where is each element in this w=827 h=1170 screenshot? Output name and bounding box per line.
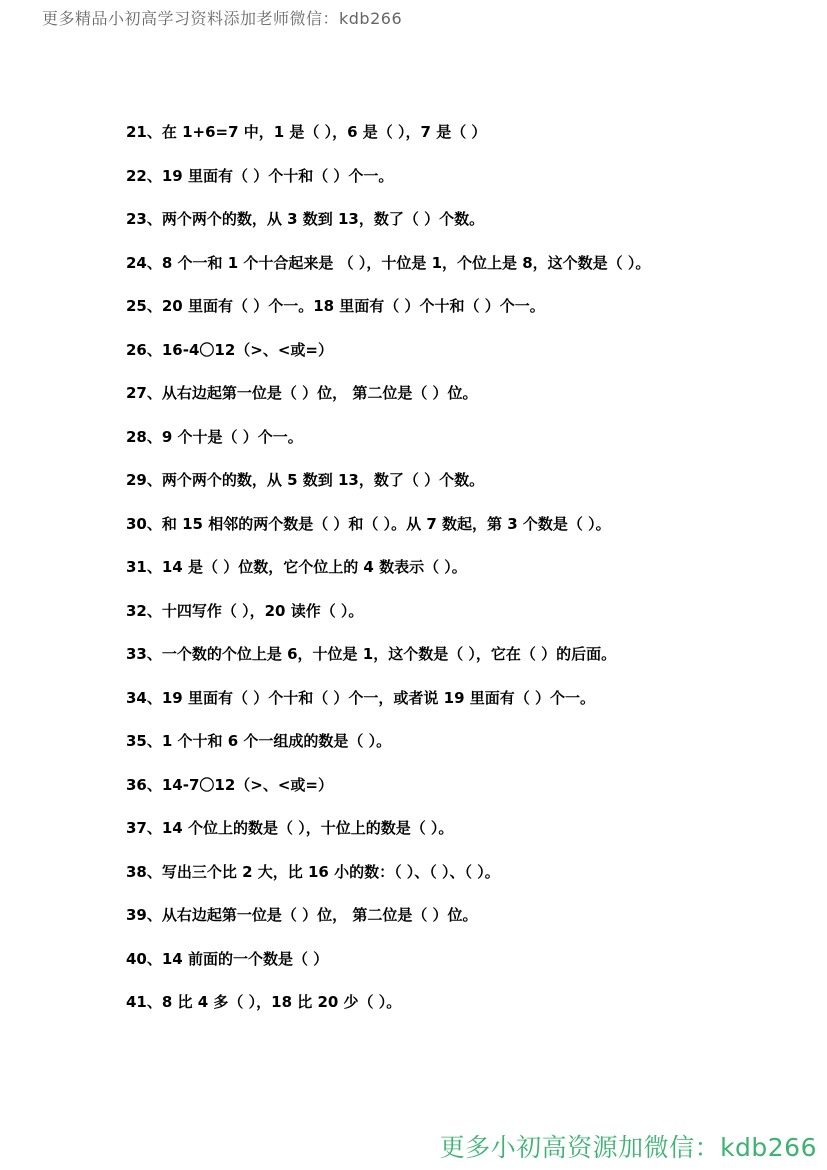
question-28: 28、9 个十是（ ）个一。: [126, 427, 303, 446]
question-25: 25、20 里面有（ ）个一。18 里面有（ ）个十和（ ）个一。: [126, 297, 545, 315]
question-24: 24、8 个一和 1 个十合起来是 （ ），十位是 1，个位上是 8，这个数是（ ）。: [126, 253, 651, 272]
question-30: 30、和 15 相邻的两个数是（ ）和（ ）。从 7 数起，第 3 个数是（ ）。: [126, 514, 611, 533]
question-41: 41、8 比 4 多（ ），18 比 20 少（ ）。: [126, 993, 402, 1011]
question-27: 27、从右边起第一位是（ ）位， 第二位是（ ）位。: [126, 384, 478, 402]
question-32: 32、十四写作（ ），20 读作（ ）。: [126, 601, 364, 620]
question-29: 29、两个两个的数，从 5 数到 13，数了（ ）个数。: [126, 471, 485, 489]
question-37: 37、14 个位上的数是（ ），十位上的数是（ ）。: [126, 819, 454, 837]
question-22: 22、19 里面有（ ）个十和（ ）个一。: [126, 166, 394, 185]
question-34: 34、19 里面有（ ）个十和（ ）个一，或者说 19 里面有（ ）个一。: [126, 688, 595, 707]
question-38: 38、写出三个比 2 大，比 16 小的数：（ ）、（ ）、（ ）。: [126, 862, 500, 881]
question-36: 36、14-7〇12（>、<或=）: [126, 775, 333, 794]
question-33: 33、一个数的个位上是 6，十位是 1，这个数是（ ），它在（ ）的后面。: [126, 645, 617, 663]
question-23: 23、两个两个的数，从 3 数到 13，数了（ ）个数。: [126, 210, 485, 228]
footer-watermark: 更多小初高资源加微信：kdb266: [439, 1133, 817, 1162]
question-list: [126, 121, 650, 1035]
question-21: 21、在 1+6=7 中，1 是（ ），6 是（ ），7 是（ ）: [126, 123, 487, 141]
header-watermark: 更多精品小初高学习资料添加老师微信：kdb266: [42, 9, 403, 28]
question-26: 26、16-4〇12（>、<或=）: [126, 340, 333, 359]
question-35: 35、1 个十和 6 个一组成的数是（ ）。: [126, 732, 392, 750]
question-31: 31、14 是（ ）位数，它个位上的 4 数表示（ ）。: [126, 558, 467, 576]
question-39: 39、从右边起第一位是（ ）位， 第二位是（ ）位。: [126, 906, 478, 924]
question-40: 40、14 前面的一个数是（ ）: [126, 949, 329, 968]
